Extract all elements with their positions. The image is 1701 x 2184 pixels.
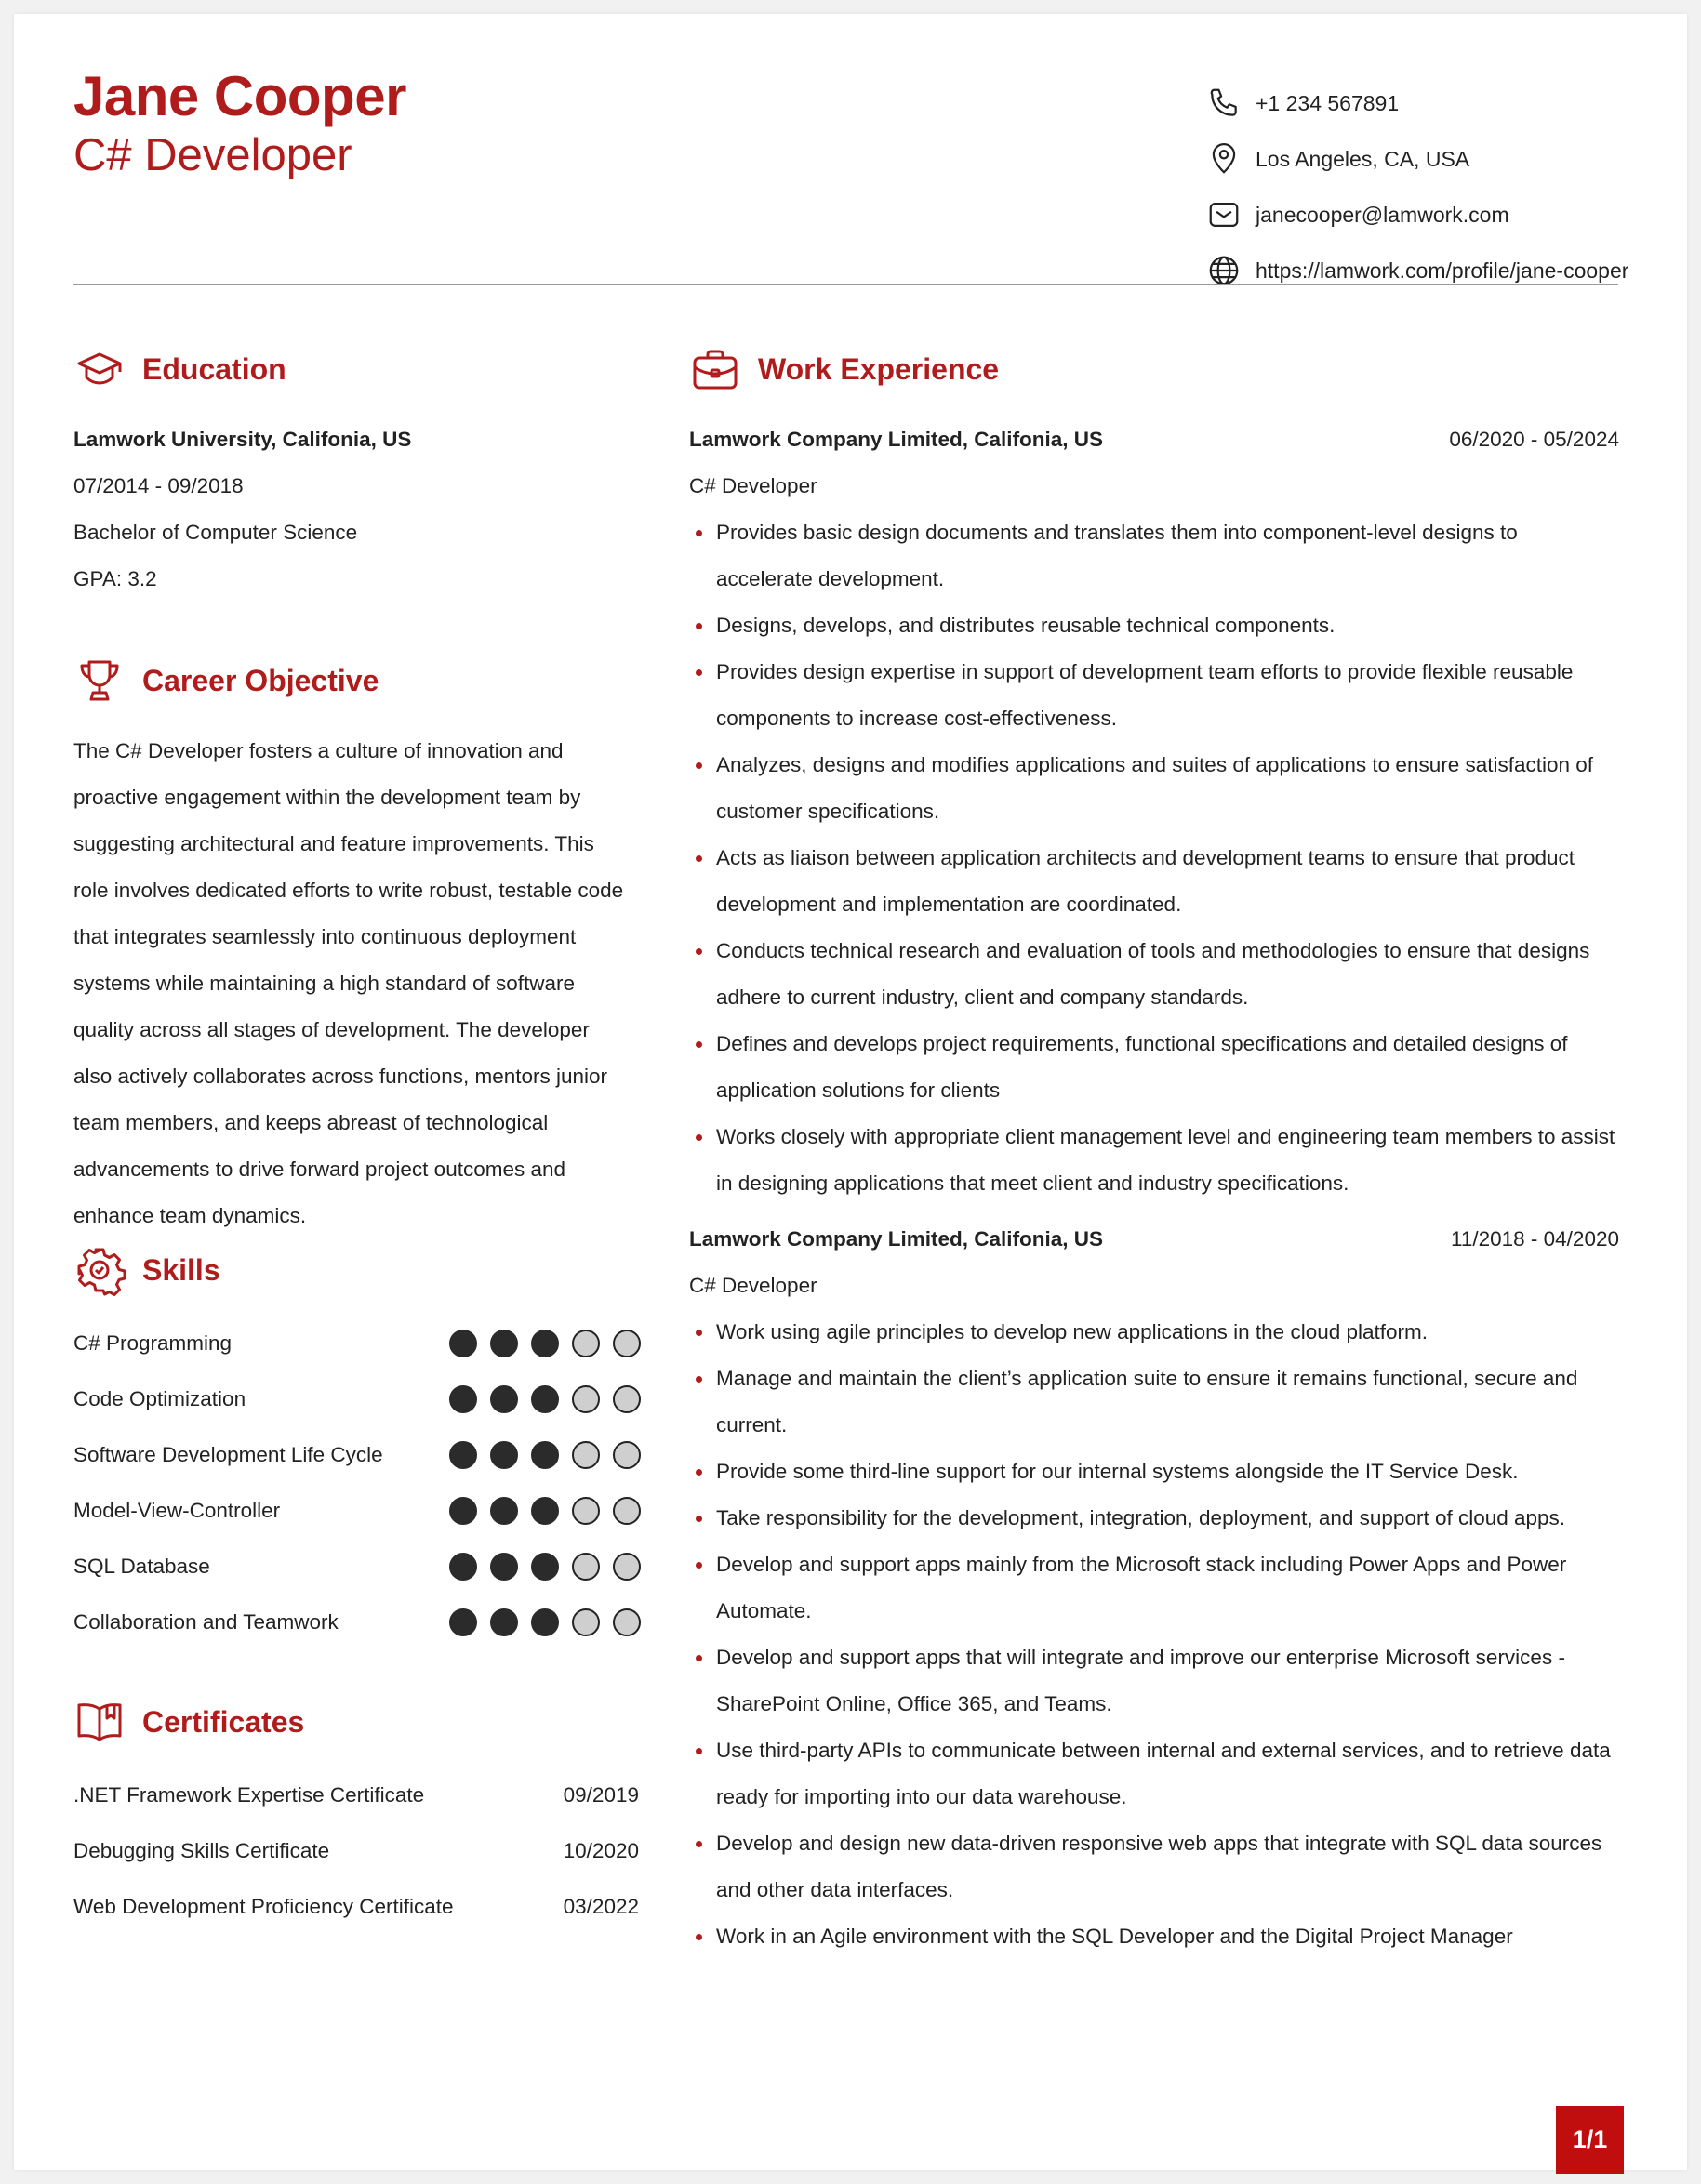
rating-dot-filled bbox=[531, 1553, 559, 1581]
work-title: Work Experience bbox=[758, 351, 1000, 386]
job-role: C# Developer bbox=[689, 1274, 817, 1297]
skill-rating bbox=[436, 1553, 641, 1581]
job-role: C# Developer bbox=[689, 474, 817, 497]
rating-dot-empty bbox=[572, 1330, 600, 1357]
contact-phone-text: +1 234 567891 bbox=[1256, 90, 1400, 115]
contact-phone bbox=[1205, 75, 1633, 131]
page-indicator: 1/1 bbox=[1556, 2106, 1624, 2174]
skills-list bbox=[73, 1316, 641, 1650]
briefcase-icon bbox=[689, 343, 741, 395]
skill-rating bbox=[436, 1330, 641, 1357]
job-header bbox=[689, 417, 1619, 463]
job-company: Lamwork Company Limited, Califonia, US bbox=[689, 1227, 1104, 1251]
rating-dot-filled bbox=[490, 1441, 518, 1469]
certificate-row bbox=[73, 1767, 639, 1823]
job-bullet: Designs, develops, and distributes reusable technical components. bbox=[689, 602, 1619, 649]
certificate-date: 09/2019 bbox=[563, 1783, 639, 1807]
job-header bbox=[689, 1216, 1619, 1263]
job-bullet: Defines and develops project requirements, functional specifications and detailed designs of application solutions for clients bbox=[689, 1021, 1619, 1114]
rating-dot-empty bbox=[572, 1497, 600, 1525]
education-details bbox=[73, 417, 411, 602]
skills-title: Skills bbox=[142, 1252, 220, 1287]
skill-row bbox=[73, 1595, 641, 1650]
rating-dot-filled bbox=[449, 1385, 477, 1413]
certificate-list bbox=[73, 1767, 639, 1935]
job-bullet: Manage and maintain the client’s application suite to ensure it remains functional, secure and current. bbox=[689, 1356, 1619, 1449]
skill-name: Software Development Life Cycle bbox=[73, 1443, 383, 1466]
skill-row bbox=[73, 1539, 641, 1595]
certificates-heading bbox=[73, 1696, 304, 1748]
skill-rating bbox=[436, 1497, 641, 1525]
education-gpa: GPA: 3.2 bbox=[73, 567, 157, 590]
skill-name: SQL Database bbox=[73, 1555, 210, 1578]
rating-dot-empty bbox=[613, 1385, 641, 1413]
objective-title: Career Objective bbox=[142, 663, 379, 697]
job-bullet: Provide some third-line support for our internal systems alongside the IT Service Desk. bbox=[689, 1449, 1619, 1495]
candidate-role: C# Developer bbox=[73, 130, 352, 180]
rating-dot-empty bbox=[572, 1441, 600, 1469]
rating-dot-filled bbox=[449, 1497, 477, 1525]
rating-dot-filled bbox=[490, 1608, 518, 1636]
work-heading bbox=[689, 343, 999, 395]
contact-location-text: Los Angeles, CA, USA bbox=[1256, 146, 1470, 171]
skill-rating bbox=[436, 1608, 641, 1636]
certificate-row bbox=[73, 1879, 639, 1935]
skill-row bbox=[73, 1316, 641, 1371]
job-bullet: Develop and support apps mainly from the Microsoft stack including Power Apps and Power Automate. bbox=[689, 1542, 1619, 1635]
certificates-title: Certificates bbox=[142, 1704, 305, 1739]
contact-website-text: https://lamwork.com/profile/jane-cooper bbox=[1256, 258, 1629, 283]
graduation-cap-icon bbox=[73, 343, 126, 395]
rating-dot-empty bbox=[613, 1330, 641, 1357]
job-bullet: Develop and support apps that will integrate and improve our enterprise Microsoft services - SharePoint Online, Office 365, and Teams. bbox=[689, 1635, 1619, 1727]
location-icon bbox=[1205, 140, 1243, 178]
rating-dot-empty bbox=[613, 1441, 641, 1469]
job-bullet-list bbox=[689, 510, 1619, 1207]
education-degree: Bachelor of Computer Science bbox=[73, 521, 358, 544]
job-bullet-list bbox=[689, 1309, 1619, 1960]
rating-dot-filled bbox=[531, 1330, 559, 1357]
rating-dot-filled bbox=[490, 1497, 518, 1525]
phone-icon bbox=[1205, 85, 1243, 122]
job-bullet: Work in an Agile environment with the SQL Developer and the Digital Project Manager bbox=[689, 1913, 1619, 1960]
rating-dot-empty bbox=[572, 1385, 600, 1413]
skill-row bbox=[73, 1427, 641, 1483]
skill-rating bbox=[436, 1385, 641, 1413]
job-bullet: Take responsibility for the development, integration, deployment, and support of cloud apps. bbox=[689, 1495, 1619, 1542]
skill-rating bbox=[436, 1441, 641, 1469]
email-icon bbox=[1205, 196, 1243, 233]
job-bullet: Provides basic design documents and translates them into component-level designs to accelerate development. bbox=[689, 510, 1619, 602]
skills-heading bbox=[73, 1244, 220, 1296]
rating-dot-filled bbox=[531, 1608, 559, 1636]
skill-name: Model-View-Controller bbox=[73, 1499, 281, 1522]
rating-dot-filled bbox=[449, 1553, 477, 1581]
rating-dot-filled bbox=[531, 1441, 559, 1469]
rating-dot-filled bbox=[449, 1330, 477, 1357]
certificate-name: Web Development Proficiency Certificate bbox=[73, 1895, 454, 1918]
contact-email-text: janecooper@lamwork.com bbox=[1256, 202, 1509, 227]
book-icon bbox=[73, 1696, 126, 1748]
certificate-row bbox=[73, 1823, 639, 1879]
job-bullet: Analyzes, designs and modifies applications and suites of applications to ensure satisfaction of customer specifications. bbox=[689, 742, 1619, 835]
job-bullet: Provides design expertise in support of development team efforts to provide flexible reusable components to increase cost-effectiveness. bbox=[689, 649, 1619, 742]
job-bullet: Conducts technical research and evaluation of tools and methodologies to ensure that designs adhere to current industry, client and company standards. bbox=[689, 928, 1619, 1021]
contact-list bbox=[1205, 75, 1633, 298]
contact-location bbox=[1205, 131, 1633, 187]
education-title: Education bbox=[142, 351, 286, 386]
gear-icon bbox=[73, 1244, 126, 1296]
skill-row bbox=[73, 1371, 641, 1427]
skill-name: C# Programming bbox=[73, 1331, 233, 1355]
rating-dot-filled bbox=[490, 1553, 518, 1581]
header-divider bbox=[73, 284, 1618, 285]
candidate-name: Jane Cooper bbox=[73, 65, 406, 127]
rating-dot-filled bbox=[490, 1385, 518, 1413]
certificate-date: 10/2020 bbox=[563, 1839, 639, 1862]
job-bullet: Work using agile principles to develop new applications in the cloud platform. bbox=[689, 1309, 1619, 1356]
job-company: Lamwork Company Limited, Califonia, US bbox=[689, 428, 1104, 451]
trophy-icon bbox=[73, 655, 126, 707]
job-bullet: Use third-party APIs to communicate between internal and external services, and to retrieve data ready for importing into our data warehouse. bbox=[689, 1727, 1619, 1820]
rating-dot-filled bbox=[449, 1441, 477, 1469]
rating-dot-empty bbox=[613, 1553, 641, 1581]
rating-dot-empty bbox=[613, 1608, 641, 1636]
contact-email bbox=[1205, 187, 1633, 243]
certificate-name: Debugging Skills Certificate bbox=[73, 1839, 330, 1862]
job-bullet: Develop and design new data-driven responsive web apps that integrate with SQL data sources and other data interfaces. bbox=[689, 1820, 1619, 1913]
skill-row bbox=[73, 1483, 641, 1539]
rating-dot-empty bbox=[613, 1497, 641, 1525]
job-dates: 06/2020 - 05/2024 bbox=[1449, 428, 1619, 451]
resume-page bbox=[14, 14, 1687, 2170]
certificate-date: 03/2022 bbox=[563, 1895, 639, 1918]
objective-text: The C# Developer fosters a culture of innovation and proactive engagement within the development team by suggesting architectural and feature improvements. This role involves dedicated efforts to write robust, testable code that integrates seamlessly into continuous deployment systems while maintaining a high standard of software quality across all stages of development. The developer also actively collaborates across functions, mentors junior team members, and keeps abreast of technological advancements to drive forward project outcomes and enhance team dynamics. bbox=[73, 739, 624, 1227]
job-bullet: Acts as liaison between application architects and development teams to ensure that product development and implementation are coordinated. bbox=[689, 835, 1619, 928]
education-dates: 07/2014 - 09/2018 bbox=[73, 474, 244, 497]
skill-name: Code Optimization bbox=[73, 1387, 246, 1410]
rating-dot-filled bbox=[490, 1330, 518, 1357]
job-bullet: Works closely with appropriate client management level and engineering team members to assist in designing applications that meet client and industry specifications. bbox=[689, 1114, 1619, 1207]
education-heading bbox=[73, 343, 286, 395]
rating-dot-filled bbox=[531, 1385, 559, 1413]
rating-dot-filled bbox=[531, 1497, 559, 1525]
objective-heading bbox=[73, 655, 379, 707]
skill-name: Collaboration and Teamwork bbox=[73, 1610, 339, 1634]
rating-dot-empty bbox=[572, 1553, 600, 1581]
contact-website bbox=[1205, 243, 1633, 298]
certificate-name: .NET Framework Expertise Certificate bbox=[73, 1783, 425, 1807]
rating-dot-empty bbox=[572, 1608, 600, 1636]
rating-dot-filled bbox=[449, 1608, 477, 1636]
education-school: Lamwork University, Califonia, US bbox=[73, 428, 412, 451]
job-dates: 11/2018 - 04/2020 bbox=[1451, 1227, 1619, 1251]
